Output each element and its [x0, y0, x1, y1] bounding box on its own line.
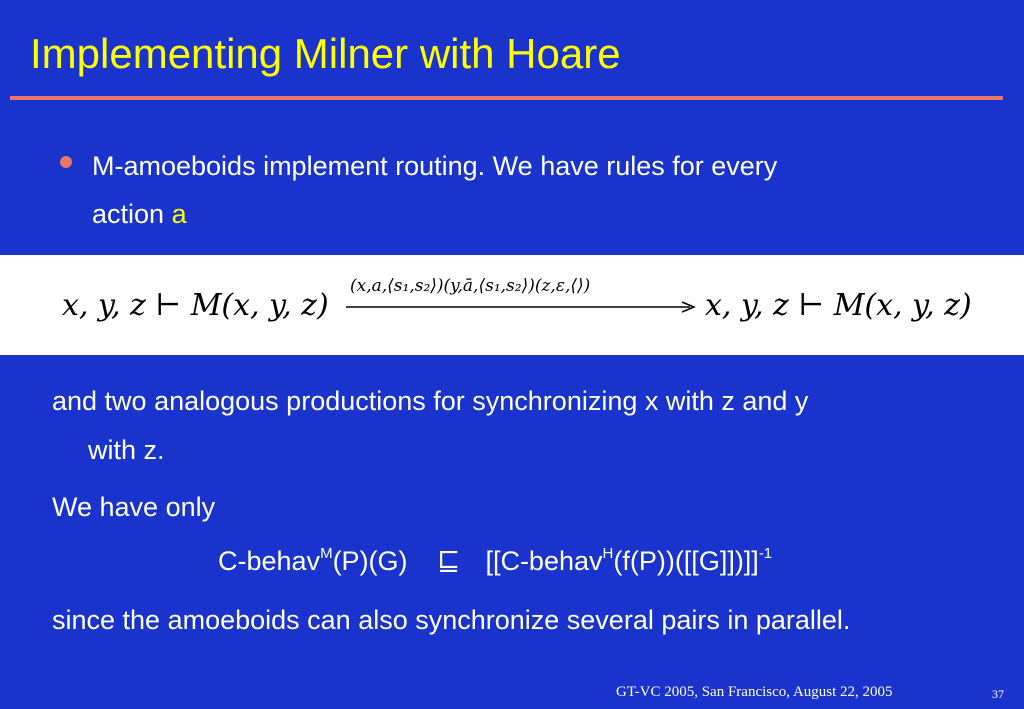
- slide-footer: GT-VC 2005, San Francisco, August 22, 2005: [616, 684, 893, 700]
- paragraph-productions-line-2: with z.: [88, 435, 165, 465]
- formula-rhs: x, y, z ⊢ M(x, y, z): [705, 288, 972, 323]
- inclusion-left-args: (P)(G): [332, 546, 408, 576]
- inclusion-statement: [218, 537, 772, 586]
- inclusion-right-base: [[C-behav: [485, 546, 603, 576]
- bullet-icon: [60, 156, 72, 168]
- inclusion-right-sup: H: [602, 545, 614, 562]
- transition-formula: [0, 255, 1024, 355]
- paragraph-productions-line-1: and two analogous productions for synchronizing x with z and y: [52, 386, 809, 416]
- inclusion-left-base: C-behav: [218, 546, 321, 576]
- slide-title: Implementing Milner with Hoare: [30, 30, 621, 77]
- page-number: 37: [992, 687, 1004, 701]
- bullet-text: [92, 142, 952, 238]
- bullet-line-1: M-amoeboids implement routing. We have rules for every: [92, 151, 778, 181]
- bullet-accent-word: a: [171, 199, 187, 229]
- inclusion-right-exp: -1: [758, 545, 773, 562]
- formula-arrow-label: (x,a,⟨s₁,s₂⟩)(y,ā,⟨s₁,s₂⟩)(z,ε,⟨⟩): [350, 276, 591, 296]
- inclusion-right-args: (f(P))([[G]])]]: [613, 546, 759, 576]
- subseteq-operator: ⊑: [437, 546, 460, 577]
- inclusion-left-sup: M: [320, 545, 333, 562]
- paragraph-we-have-only: We have only: [52, 492, 216, 522]
- formula-panel: [0, 255, 1024, 355]
- title-divider: [10, 96, 1003, 100]
- formula-lhs: x, y, z ⊢ M(x, y, z): [62, 288, 329, 323]
- bullet-line-2: action: [92, 199, 165, 229]
- paragraph-parallel: since the amoeboids can also synchronize several pairs in parallel.: [52, 605, 851, 635]
